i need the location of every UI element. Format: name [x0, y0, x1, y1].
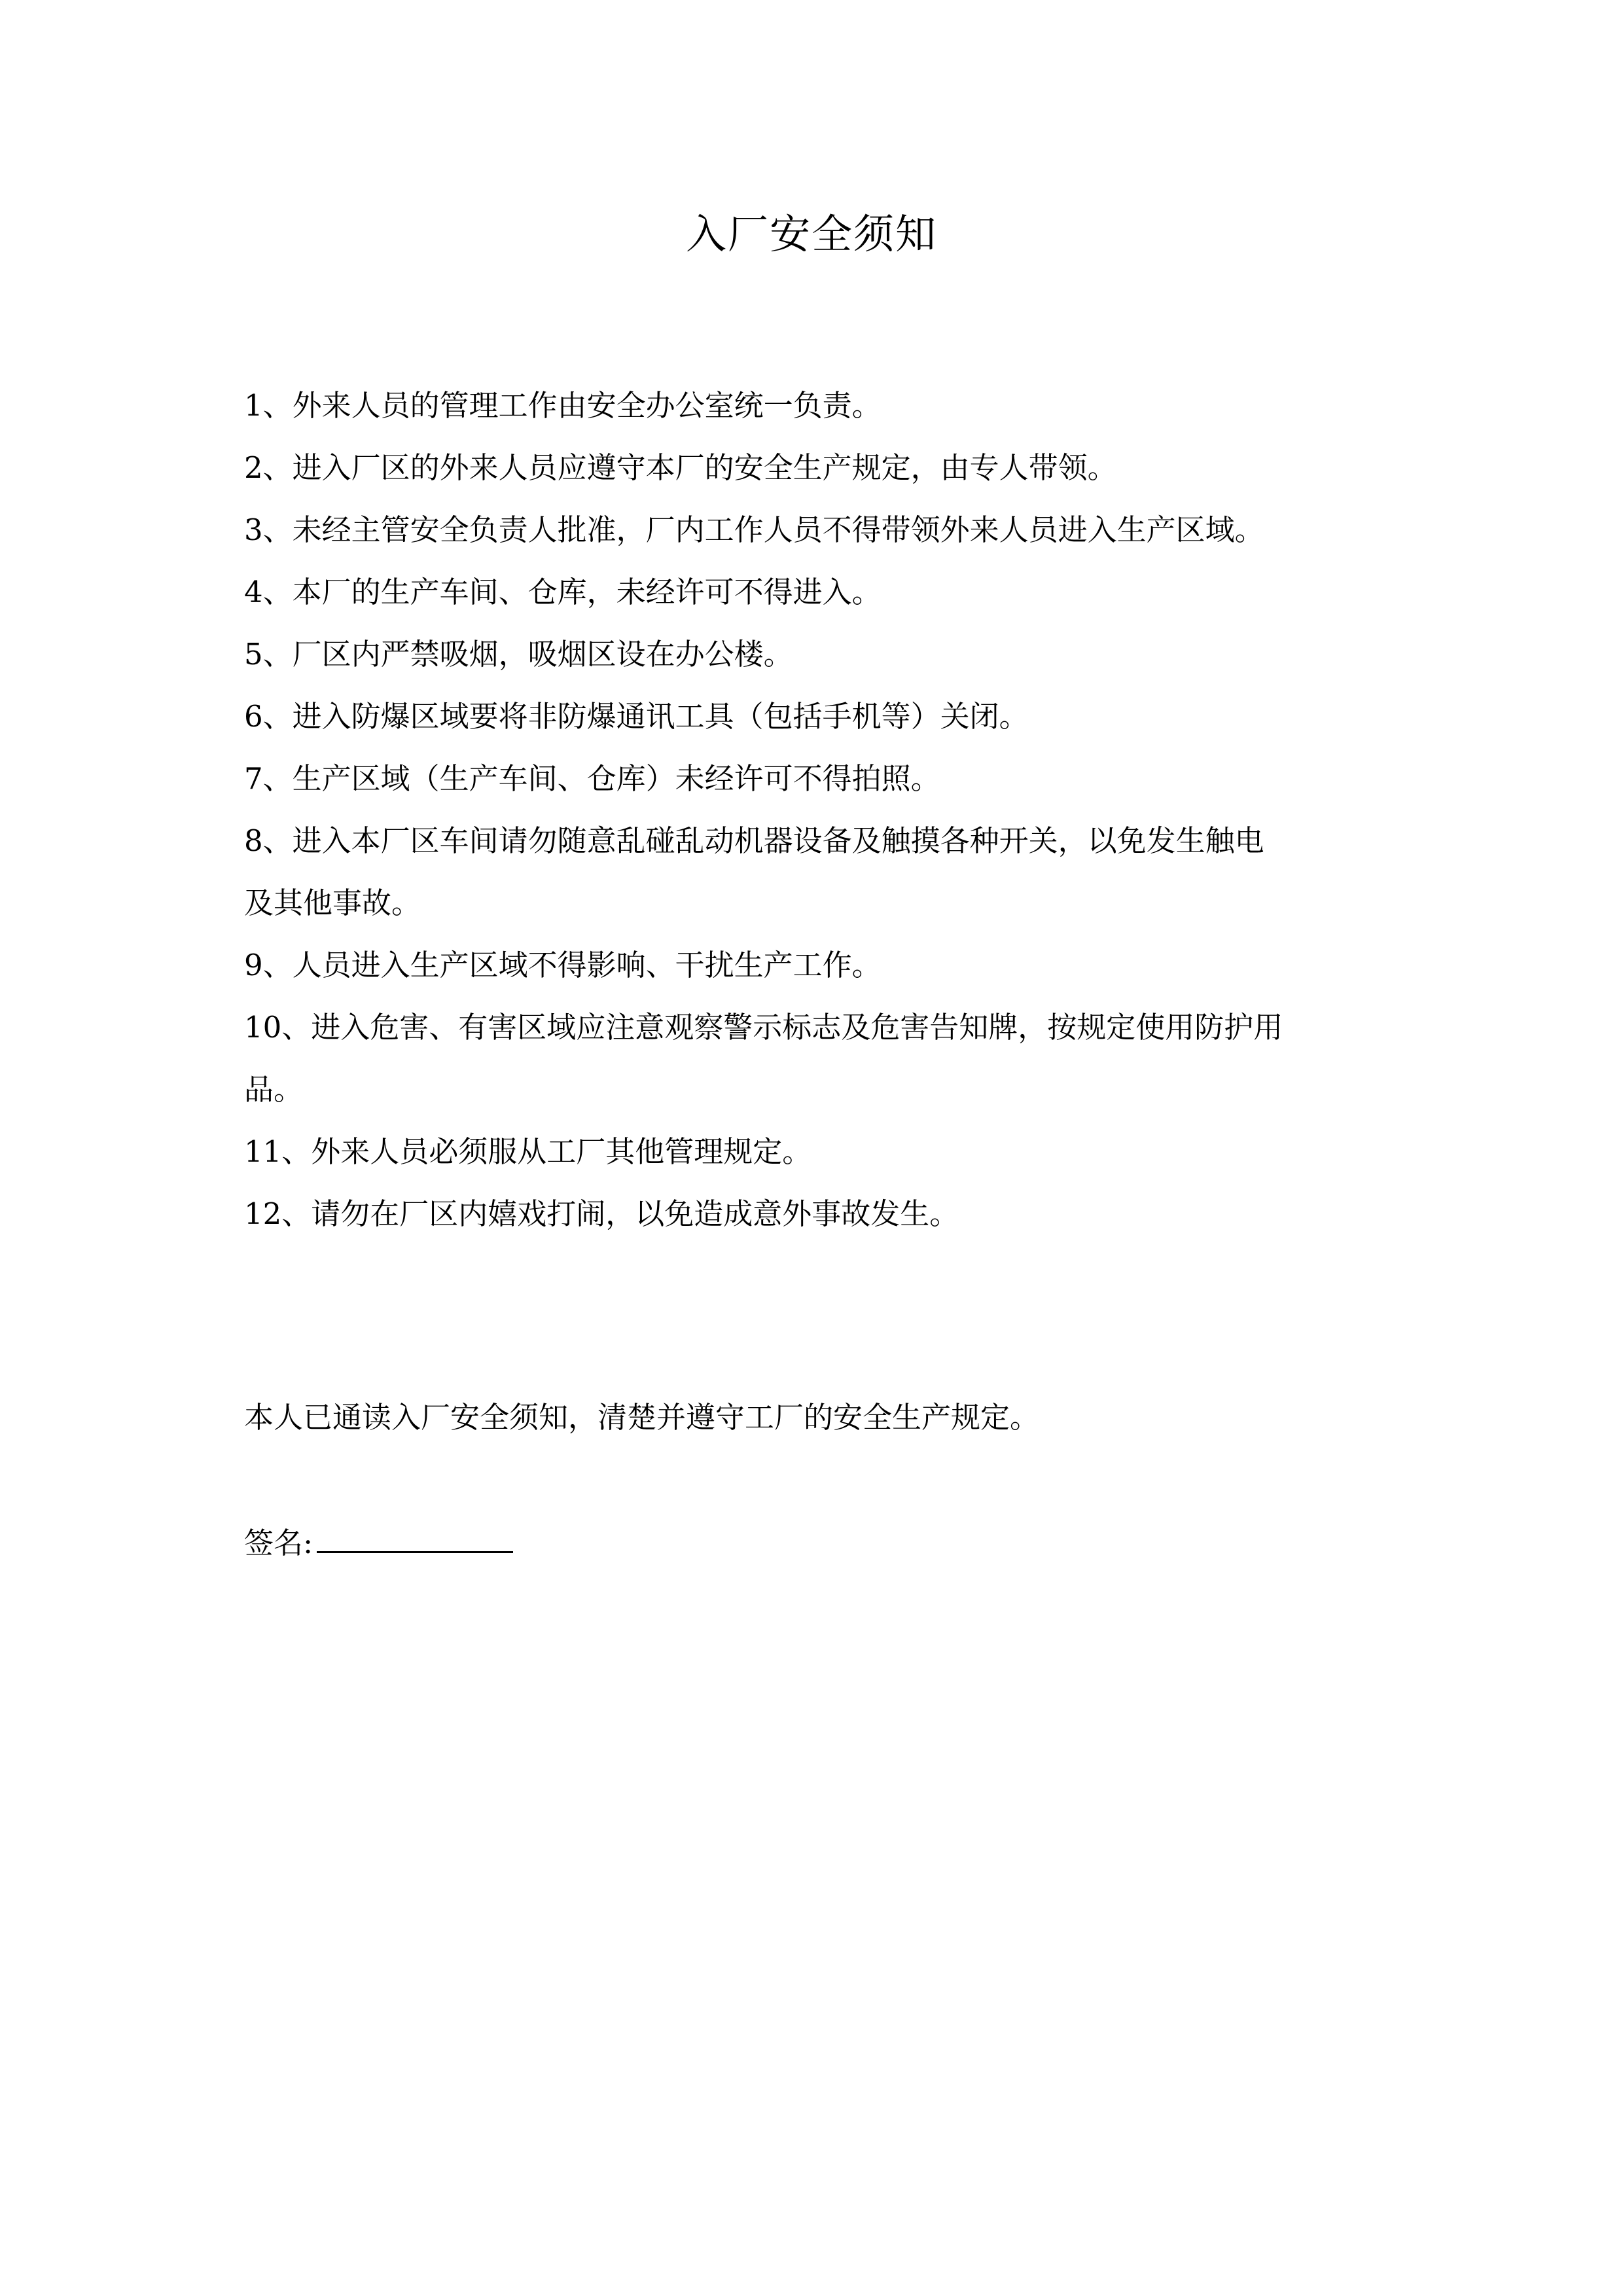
signature-line[interactable]	[317, 1512, 513, 1553]
rules-list	[244, 374, 1396, 1245]
rule-item-8-continuation: 及其他事故。	[244, 886, 421, 920]
document-title: 入厂安全须知	[685, 210, 937, 258]
rule-item-10-continuation: 品。	[244, 1072, 304, 1107]
rule-item-11: 11、外来人员必须服从工厂其他管理规定。	[244, 1134, 812, 1169]
rule-item-5: 5、厂区内严禁吸烟，吸烟区设在办公楼。	[244, 637, 793, 672]
rule-item-6: 6、进入防爆区域要将非防爆通讯工具（包括手机等）关闭。	[244, 699, 1029, 734]
rule-item-8: 8、进入本厂区车间请勿随意乱碰乱动机器设备及触摸各种开关，以免发生触电	[244, 823, 1264, 858]
signature-label: 签名:	[244, 1526, 313, 1560]
rule-item-10: 10、进入危害、有害区域应注意观察警示标志及危害告知牌，按规定使用防护用	[244, 1010, 1283, 1045]
declaration-statement: 本人已通读入厂安全须知，清楚并遵守工厂的安全生产规定。	[244, 1400, 1040, 1435]
rule-item-2: 2、进入厂区的外来人员应遵守本厂的安全生产规定，由专人带领。	[244, 450, 1117, 485]
rule-item-12: 12、请勿在厂区内嬉戏打闹，以免造成意外事故发生。	[244, 1196, 959, 1231]
rule-item-3: 3、未经主管安全负责人批准，厂内工作人员不得带领外来人员进入生产区域。	[244, 512, 1264, 547]
rule-item-1: 1、外来人员的管理工作由安全办公室统一负责。	[244, 388, 882, 423]
rule-item-7: 7、生产区域（生产车间、仓库）未经许可不得拍照。	[244, 761, 940, 796]
rule-item-4: 4、本厂的生产车间、仓库，未经许可不得进入。	[244, 575, 882, 609]
signature-block	[244, 1512, 513, 1574]
rule-item-9: 9、人员进入生产区域不得影响、干扰生产工作。	[244, 948, 882, 982]
